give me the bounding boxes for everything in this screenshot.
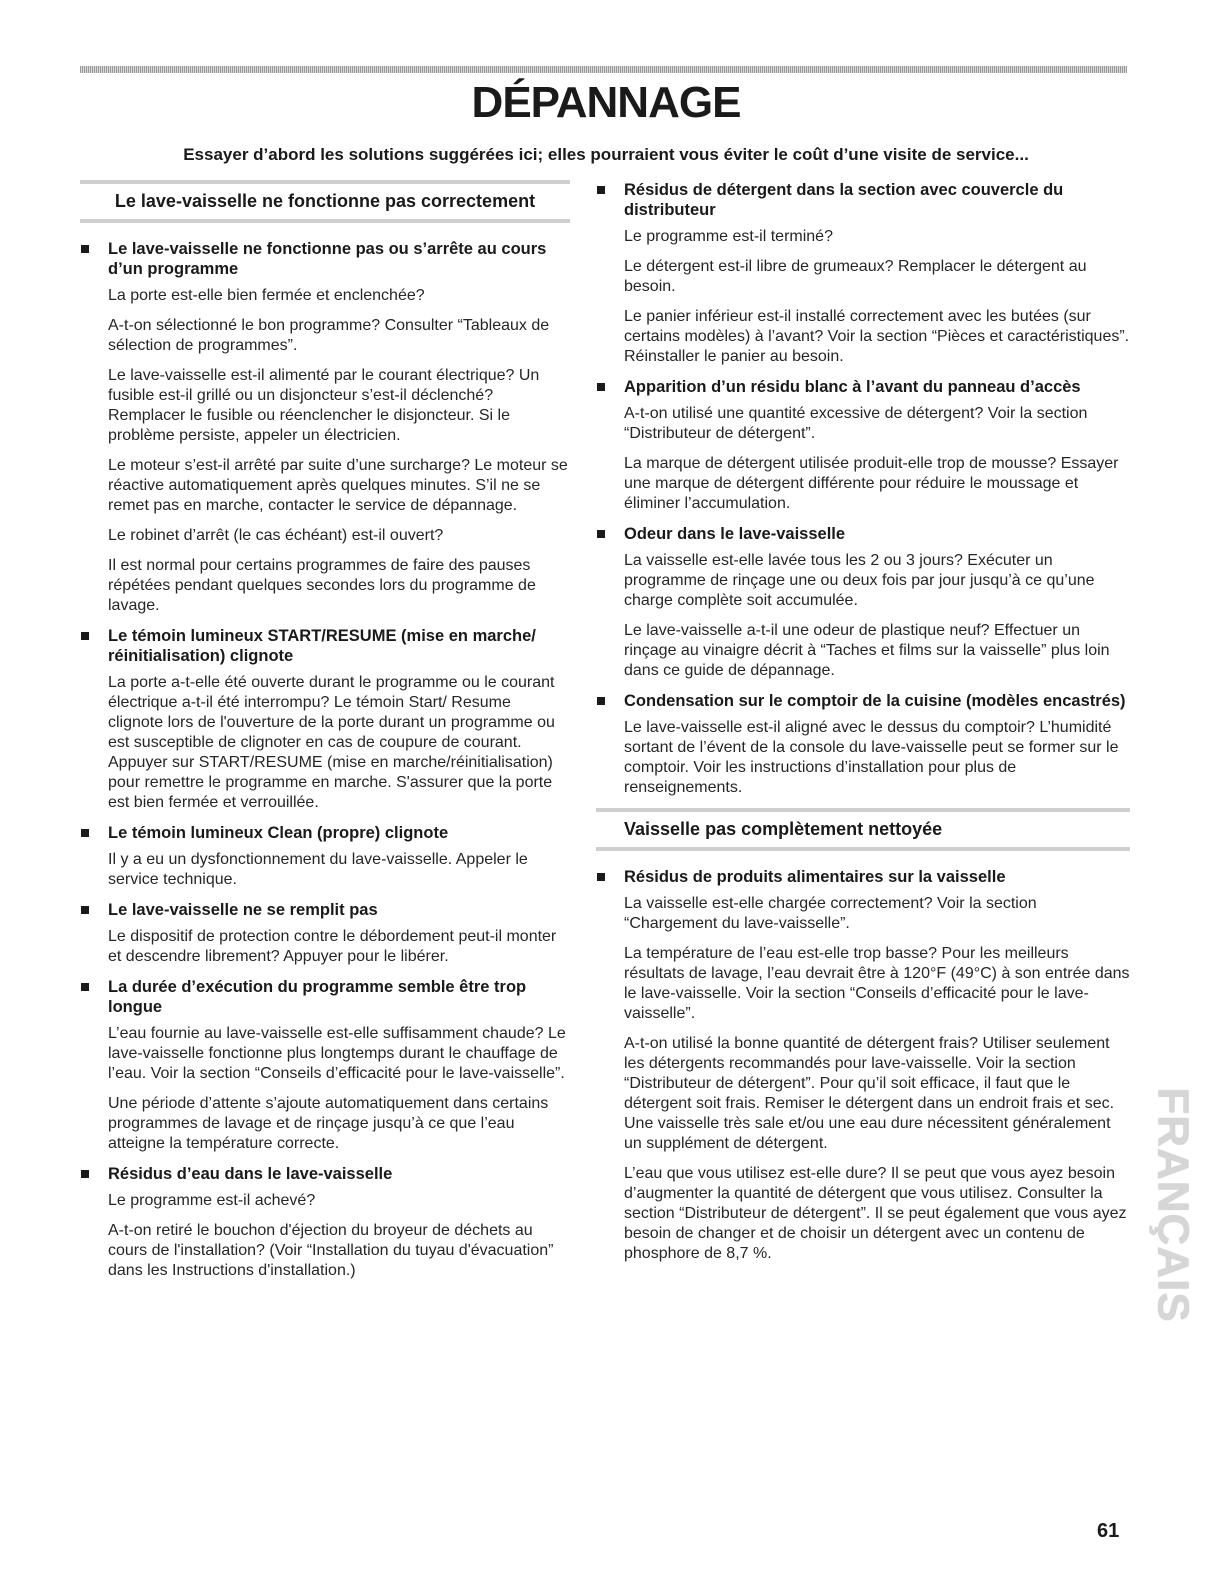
problem-heading bbox=[596, 867, 1130, 887]
solution-paragraph: Le détergent est-il libre de grumeaux? Remplacer le détergent au besoin. bbox=[624, 258, 1087, 295]
solution-paragraph: L’eau fournie au lave-vaisselle est-elle suffisamment chaude? Le lave-vaisselle fonctionne plus longtemps durant le chauffage de l’eau. Voir la section “Conseils d’efficacité pour le lave-vaisselle”. bbox=[108, 1025, 566, 1082]
problem-heading bbox=[596, 377, 1130, 397]
problem-heading-text: Résidus d’eau dans le lave-vaisselle bbox=[108, 1165, 393, 1183]
right-items-b bbox=[596, 867, 1130, 1264]
problem-heading bbox=[80, 239, 570, 279]
problem-heading bbox=[80, 977, 570, 1017]
left-column bbox=[80, 180, 570, 1291]
square-bullet-icon bbox=[81, 1170, 89, 1178]
solution-paragraph: La vaisselle est-elle lavée tous les 2 ou 3 jours? Exécuter un programme de rinçage une ou deux fois par jour jusqu’à ce qu’une charge complète soit accumulée. bbox=[624, 552, 1095, 609]
solution-paragraph: Le programme est-il achevé? bbox=[108, 1192, 316, 1209]
problem-heading-text: Odeur dans le lave-vaisselle bbox=[624, 525, 846, 543]
solution-paragraph: A-t-on utilisé la bonne quantité de détergent frais? Utiliser seulement les détergents recommandés pour lave-vaisselle. Voir la section “Distributeur de détergent”. Pour qu’il soit efficace, il faut que le détergent soit frais. Remiser le détergent dans un endroit frais et sec. Une vaisselle très sale et/ou une eau dure nécessitent généralement un supplément de détergent. bbox=[624, 1035, 1115, 1152]
problem-heading bbox=[596, 691, 1130, 711]
solution-paragraph: La porte a-t-elle été ouverte durant le programme ou le courant électrique a-t-il été interrompu? Le témoin Start/ Resume clignote lors de l'ouverture de la porte durant un programme ou est susceptible de clignoter en cas de coupure de courant. Appuyer sur START/RESUME (mise en marche/réinitialisation) pour remettre le programme en marche. S'assurer que la porte est bien fermée et verrouillée. bbox=[108, 674, 555, 811]
solution-paragraph: A-t-on retiré le bouchon d'éjection du broyeur de déchets au cours de l'installation? (Voir “Installation du tuyau d'évacuation” dans les Instructions d'installation.) bbox=[108, 1222, 554, 1279]
language-side-tab bbox=[1149, 1070, 1199, 1340]
square-bullet-icon bbox=[597, 530, 605, 538]
square-bullet-icon bbox=[81, 829, 89, 837]
problem-heading-text: Le témoin lumineux Clean (propre) clignote bbox=[108, 824, 449, 842]
solution-paragraph: La température de l’eau est-elle trop basse? Pour les meilleurs résultats de lavage, l’eau devrait être à 120°F (49°C) à son entrée dans le lave-vaisselle. Voir la section “Conseils d’efficacité pour le lave-vaisselle”. bbox=[624, 945, 1130, 1022]
solution-paragraph: La porte est-elle bien fermée et enclenchée? bbox=[108, 287, 425, 304]
left-items bbox=[80, 239, 570, 1281]
solution-paragraph: Le lave-vaisselle a-t-il une odeur de plastique neuf? Effectuer un rinçage au vinaigre décrit à “Taches et films sur la vaisselle” plus loin dans ce guide de dépannage. bbox=[624, 622, 1110, 679]
solution-paragraph: Le moteur s’est-il arrêté par suite d’une surcharge? Le moteur se réactive automatiquement après quelques minutes. S’il ne se remet pas en marche, contacter le service de dépannage. bbox=[108, 457, 568, 514]
page-subtitle: Essayer d’abord les solutions suggérées ici; elles pourraient vous éviter le coût d’une visite de service... bbox=[183, 145, 1029, 164]
solution-paragraph: Une période d’attente s’ajoute automatiquement dans certains programmes de lavage et de rinçage jusqu’à ce que l’eau atteigne la température correcte. bbox=[108, 1095, 549, 1152]
solution-paragraph: Le programme est-il terminé? bbox=[624, 228, 833, 245]
solution-paragraph: Le robinet d’arrêt (le cas échéant) est-il ouvert? bbox=[108, 527, 444, 544]
top-rule bbox=[80, 66, 1127, 73]
problem-heading bbox=[596, 524, 1130, 544]
square-bullet-icon bbox=[597, 873, 605, 881]
solution-paragraph: A-t-on utilisé une quantité excessive de détergent? Voir la section “Distributeur de détergent”. bbox=[624, 405, 1088, 442]
square-bullet-icon bbox=[597, 383, 605, 391]
square-bullet-icon bbox=[597, 697, 605, 705]
problem-heading-text: Le lave-vaisselle ne fonctionne pas ou s’arrête au cours d’un programme bbox=[108, 240, 547, 278]
right-items-a bbox=[596, 180, 1130, 798]
solution-paragraph: Il est normal pour certains programmes de faire des pauses répétées pendant quelques secondes lors du programme de lavage. bbox=[108, 557, 536, 614]
problem-heading-text: Apparition d’un résidu blanc à l’avant du panneau d’accès bbox=[624, 378, 1081, 396]
right-column bbox=[596, 180, 1130, 1274]
solution-paragraph: Il y a eu un dysfonctionnement du lave-vaisselle. Appeler le service technique. bbox=[108, 851, 528, 888]
problem-heading bbox=[80, 823, 570, 843]
problem-heading-text: Le témoin lumineux START/RESUME (mise en marche/ réinitialisation) clignote bbox=[108, 627, 536, 665]
solution-paragraph: Le panier inférieur est-il installé correctement avec les butées (sur certains modèles) à l’avant? Voir la section “Pièces et caractéristiques”. Réinstaller le panier au besoin. bbox=[624, 308, 1130, 365]
problem-heading bbox=[80, 626, 570, 666]
problem-heading-text: Résidus de détergent dans la section avec couvercle du distributeur bbox=[624, 181, 1064, 219]
problem-heading bbox=[596, 180, 1130, 220]
language-label: FRANÇAIS bbox=[1149, 1087, 1199, 1323]
solution-paragraph: La marque de détergent utilisée produit-elle trop de mousse? Essayer une marque de détergent différente pour réduire le moussage et éliminer l’accumulation. bbox=[624, 455, 1119, 512]
problem-heading-text: Condensation sur le comptoir de la cuisine (modèles encastrés) bbox=[624, 692, 1126, 710]
problem-heading bbox=[80, 1164, 570, 1184]
page-number: 61 bbox=[1097, 1520, 1120, 1542]
section-title-right: Vaisselle pas complètement nettoyée bbox=[596, 808, 1130, 851]
square-bullet-icon bbox=[81, 983, 89, 991]
section-title-left: Le lave-vaisselle ne fonctionne pas correctement bbox=[80, 180, 570, 223]
solution-paragraph: Le dispositif de protection contre le débordement peut-il monter et descendre librement? Appuyer pour le libérer. bbox=[108, 928, 557, 965]
problem-heading-text: Le lave-vaisselle ne se remplit pas bbox=[108, 901, 378, 919]
solution-paragraph: L’eau que vous utilisez est-elle dure? Il se peut que vous ayez besoin d’augmenter la quantité de détergent que vous utilisez. Consulter la section “Distributeur de détergent”. Il se peut également que vous ayez besoin de changer et de choisir un détergent avec un contenu de phosphore de 8,7 %. bbox=[624, 1165, 1127, 1262]
solution-paragraph: A-t-on sélectionné le bon programme? Consulter “Tableaux de sélection de programmes”. bbox=[108, 317, 550, 354]
solution-paragraph: Le lave-vaisselle est-il aligné avec le dessus du comptoir? L’humidité sortant de l’évent de la console du lave-vaisselle peut se former sur le comptoir. Voir les instructions d’installation pour plus de renseignements. bbox=[624, 719, 1119, 796]
solution-paragraph: Le lave-vaisselle est-il alimenté par le courant électrique? Un fusible est-il grillé ou un disjoncteur s’est-il déclenché? Remplacer le fusible ou réenclencher le disjoncteur. Si le problème persiste, appeler un électricien. bbox=[108, 367, 540, 444]
square-bullet-icon bbox=[597, 186, 605, 194]
solution-paragraph: La vaisselle est-elle chargée correctement? Voir la section “Chargement du lave-vaisselle”. bbox=[624, 895, 1037, 932]
page-title: DÉPANNAGE bbox=[471, 78, 741, 127]
problem-heading bbox=[80, 900, 570, 920]
problem-heading-text: Résidus de produits alimentaires sur la vaisselle bbox=[624, 868, 1006, 886]
problem-heading-text: La durée d’exécution du programme semble être trop longue bbox=[108, 978, 527, 1016]
square-bullet-icon bbox=[81, 245, 89, 253]
square-bullet-icon bbox=[81, 906, 89, 914]
square-bullet-icon bbox=[81, 632, 89, 640]
